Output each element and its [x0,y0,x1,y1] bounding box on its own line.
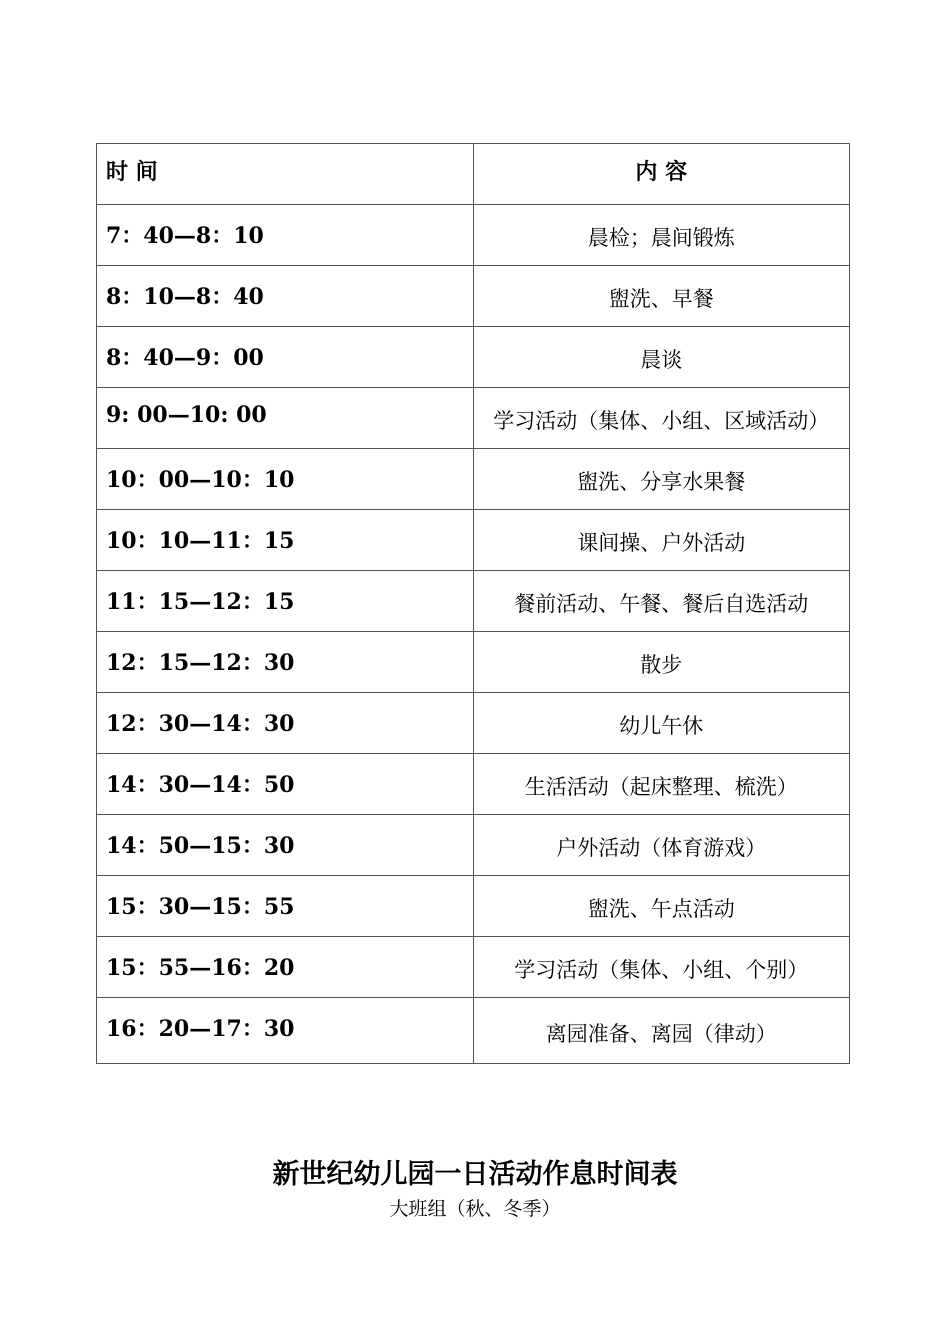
document-subtitle: 大班组（秋、冬季） [389,1198,561,1220]
content-cell: 盥洗、午点活动 [473,876,850,937]
document-title: 新世纪幼儿园一日活动作息时间表 [272,1159,678,1190]
content-cell: 盥洗、早餐 [473,266,850,327]
time-cell: 14：50—15：30 [97,815,474,876]
content-cell: 学习活动（集体、小组、区域活动） [473,388,850,449]
content-cell: 幼儿午休 [473,693,850,754]
time-cell: 15：30—15：55 [97,876,474,937]
time-cell: 10：00—10：10 [97,449,474,510]
header-time: 时 间 [97,144,474,205]
table-row [97,937,850,998]
content-cell: 餐前活动、午餐、餐后自选活动 [473,571,850,632]
table-row [97,449,850,510]
time-cell: 10：10—11：15 [97,510,474,571]
table-row [97,754,850,815]
content-cell: 晨谈 [473,327,850,388]
content-cell: 散步 [473,632,850,693]
table-row [97,998,850,1064]
schedule-table [96,143,850,1064]
content-cell: 学习活动（集体、小组、个别） [473,937,850,998]
time-cell: 9: 00—10: 00 [97,388,474,449]
header-content: 内 容 [473,144,850,205]
time-cell: 12：30—14：30 [97,693,474,754]
table-row [97,388,850,449]
time-cell: 14：30—14：50 [97,754,474,815]
content-cell: 盥洗、分享水果餐 [473,449,850,510]
content-cell: 户外活动（体育游戏） [473,815,850,876]
time-cell: 15：55—16：20 [97,937,474,998]
time-cell: 16：20—17：30 [97,998,474,1064]
content-cell: 离园准备、离园（律动） [473,998,850,1064]
table-row [97,571,850,632]
table-header-row [97,144,850,205]
table-row [97,510,850,571]
table-row [97,876,850,937]
content-cell: 课间操、户外活动 [473,510,850,571]
table-row [97,632,850,693]
table-row [97,693,850,754]
time-cell: 11：15—12：15 [97,571,474,632]
time-cell: 8：40—9：00 [97,327,474,388]
time-cell: 8：10—8：40 [97,266,474,327]
table-row [97,205,850,266]
table-row [97,327,850,388]
content-cell: 生活活动（起床整理、梳洗） [473,754,850,815]
content-cell: 晨检；晨间锻炼 [473,205,850,266]
table-row [97,266,850,327]
time-cell: 12：15—12：30 [97,632,474,693]
time-cell: 7：40—8：10 [97,205,474,266]
table-row [97,815,850,876]
